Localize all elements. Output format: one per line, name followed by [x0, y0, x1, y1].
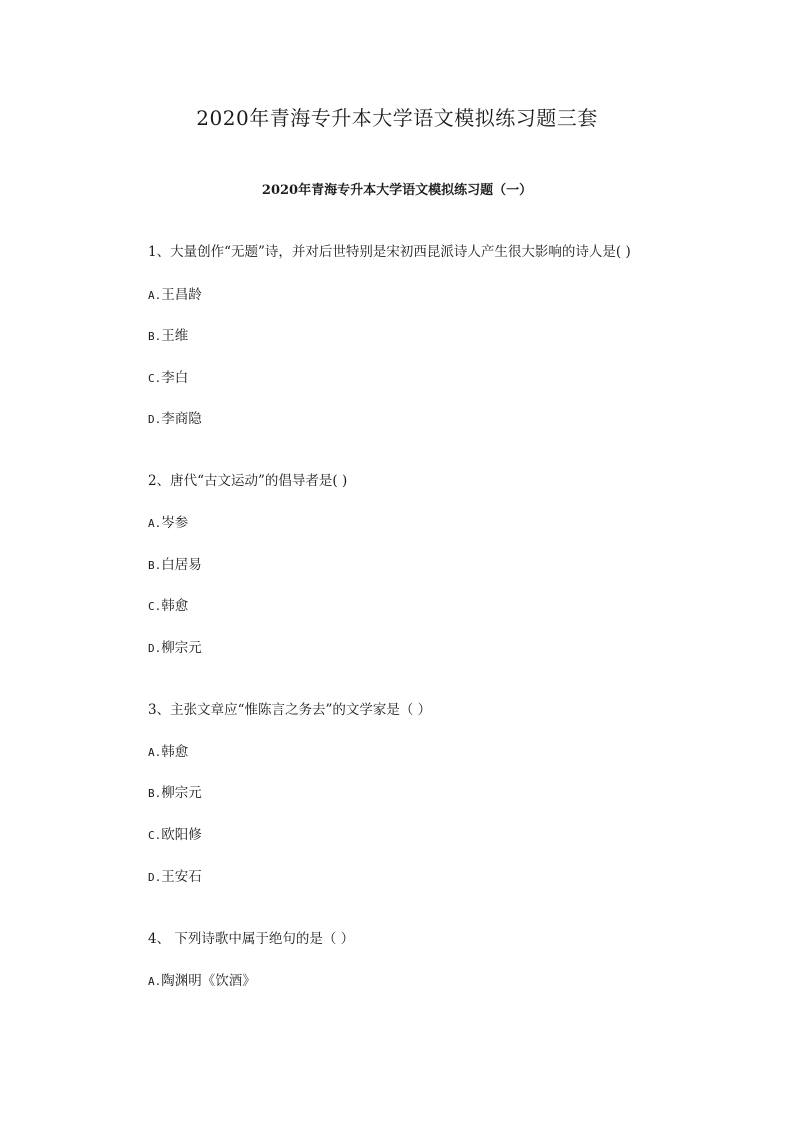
option-text: 陶渊明《饮酒》 — [161, 973, 256, 989]
option-letter: A. — [148, 975, 162, 988]
question-2-option-c — [148, 596, 188, 617]
question-2-option-b — [148, 555, 202, 576]
option-text: 李白 — [161, 370, 189, 386]
option-text: 王昌龄 — [161, 287, 202, 303]
question-3-option-b — [148, 783, 202, 804]
option-letter: B. — [148, 787, 162, 800]
section-title: 2020年青海专升本大学语文模拟练习题（一） — [261, 183, 533, 198]
question-4: 4、 下列诗歌中属于绝句的是（ ） — [148, 931, 355, 947]
question-1-option-a — [148, 285, 202, 306]
option-letter: A. — [148, 517, 162, 530]
question-3: 3、主张文章应“惟陈言之务去”的文学家是（ ） — [148, 702, 432, 718]
option-text: 岑参 — [161, 515, 189, 531]
document-title: 2020年青海专升本大学语文模拟练习题三套 — [196, 106, 598, 130]
option-text: 李商隐 — [161, 411, 202, 427]
question-3-option-c — [148, 825, 202, 846]
question-1-option-d — [148, 409, 202, 430]
option-letter: D. — [148, 871, 162, 884]
question-1-option-b — [148, 326, 188, 347]
option-letter: A. — [148, 746, 162, 759]
option-text: 柳宗元 — [161, 640, 202, 656]
option-letter: C. — [148, 600, 162, 613]
question-3-option-d — [148, 867, 202, 888]
option-text: 白居易 — [161, 557, 202, 573]
option-letter: A. — [148, 289, 162, 302]
option-text: 韩愈 — [161, 744, 189, 760]
option-text: 王安石 — [161, 869, 202, 885]
question-4-option-a — [148, 971, 256, 992]
option-text: 韩愈 — [161, 598, 189, 614]
option-letter: D. — [148, 413, 162, 426]
option-letter: D. — [148, 642, 162, 655]
option-letter: B. — [148, 559, 162, 572]
question-1-option-c — [148, 368, 188, 389]
option-letter: B. — [148, 330, 162, 343]
option-letter: C. — [148, 372, 162, 385]
question-2-option-a — [148, 513, 188, 534]
option-text: 欧阳修 — [161, 827, 202, 843]
option-letter: C. — [148, 829, 162, 842]
option-text: 柳宗元 — [161, 785, 202, 801]
question-1: 1、大量创作“无题”诗，并对后世特别是宋初西昆派诗人产生很大影响的诗人是( ) — [148, 244, 631, 260]
question-2-option-d — [148, 638, 202, 659]
question-3-option-a — [148, 742, 188, 763]
question-2: 2、唐代“古文运动”的倡导者是( ) — [148, 473, 348, 489]
option-text: 王维 — [161, 328, 189, 344]
